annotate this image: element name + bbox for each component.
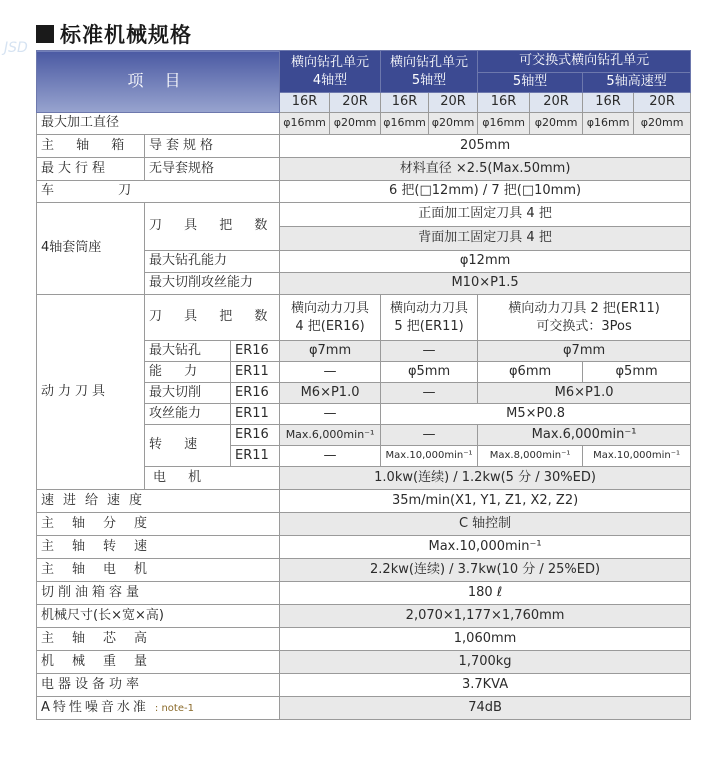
power-label: 电器设备功率 bbox=[37, 674, 280, 697]
col-20r: 20R bbox=[530, 93, 583, 113]
rapid-feed-label: 速进给速度 bbox=[37, 490, 280, 513]
speed-er11-5axis-hs: Max.10,000min⁻¹ bbox=[583, 446, 691, 467]
er11-label: ER11 bbox=[231, 446, 280, 467]
max-dia-label: 最大加工直径 bbox=[37, 113, 280, 135]
turning-tool-label: 车 刀 bbox=[37, 181, 280, 203]
header-group-4axis-text: 横向钻孔单元 4轴型 bbox=[291, 54, 370, 88]
col-20r: 20R bbox=[429, 93, 478, 113]
power-tool-label: 动力刀具 bbox=[37, 295, 145, 490]
col-20r: 20R bbox=[634, 93, 691, 113]
noise-value: 74dB bbox=[280, 697, 691, 720]
speed-label: 转 速 bbox=[145, 425, 231, 467]
max-drill-label: 最大钻孔能力 bbox=[145, 251, 280, 273]
motor-label: 电 机 bbox=[145, 467, 280, 490]
col-20r: 20R bbox=[330, 93, 381, 113]
pt-tool-count-label: 刀 具 把 数 bbox=[145, 295, 280, 341]
header-group-exchange: 可交换式横向钻孔单元 bbox=[478, 51, 691, 73]
drill-er11-5axis-ex: φ6mm bbox=[478, 362, 583, 383]
machine-size-label: 机械尺寸(长×宽×高) bbox=[37, 605, 280, 628]
motor-value: 1.0kw(连续) / 1.2kw(5 分 / 30%ED) bbox=[280, 467, 691, 490]
pt-count-5axis bbox=[381, 295, 478, 341]
spindle-motor-label: 主轴电机 bbox=[37, 559, 280, 582]
spindle-speed-value: Max.10,000min⁻¹ bbox=[280, 536, 691, 559]
spindle-index-label: 主轴分度 bbox=[37, 513, 280, 536]
max-drill-value: φ12mm bbox=[280, 251, 691, 273]
square-bullet-icon bbox=[36, 25, 54, 43]
er11-label: ER11 bbox=[231, 362, 280, 383]
speed-er11-5axis-ex: Max.8,000min⁻¹ bbox=[478, 446, 583, 467]
speed-er11-4axis: — bbox=[280, 446, 381, 467]
header-sub-5axis: 5轴型 bbox=[478, 73, 583, 93]
col-16r: 16R bbox=[280, 93, 330, 113]
noise-label: A特性噪音水准 bbox=[41, 699, 149, 715]
max-dia-value: φ20mm bbox=[429, 113, 478, 135]
header-group-4axis bbox=[280, 51, 381, 93]
no-guide-value: 材料直径 ×2.5(Max.50mm) bbox=[280, 158, 691, 181]
max-dia-value: φ16mm bbox=[478, 113, 530, 135]
no-guide-label: 无导套规格 bbox=[145, 158, 280, 181]
drill-er11-4axis: — bbox=[280, 362, 381, 383]
headstock-label: 主 轴 箱 bbox=[37, 135, 145, 158]
speed-er16-exchange: Max.6,000min⁻¹ bbox=[478, 425, 691, 446]
tap-er16-exchange: M6×P1.0 bbox=[478, 383, 691, 404]
max-dia-value: φ16mm bbox=[583, 113, 634, 135]
er11-label: ER11 bbox=[231, 404, 280, 425]
max-dia-value: φ16mm bbox=[381, 113, 429, 135]
tap-er11-others: M5×P0.8 bbox=[381, 404, 691, 425]
guide-bush-value: 205mm bbox=[280, 135, 691, 158]
noise-label-cell bbox=[37, 697, 280, 720]
section-title bbox=[36, 19, 192, 49]
spindle-index-value: C 轴控制 bbox=[280, 513, 691, 536]
coolant-label: 切削油箱容量 bbox=[37, 582, 280, 605]
noise-note: : note-1 bbox=[154, 702, 194, 714]
pt-tap-label-2: 攻丝能力 bbox=[145, 404, 231, 425]
tap-er16-4axis: M6×P1.0 bbox=[280, 383, 381, 404]
spindle-motor-value: 2.2kw(连续) / 3.7kw(10 分 / 25%ED) bbox=[280, 559, 691, 582]
er16-label: ER16 bbox=[231, 341, 280, 362]
coolant-value: 180 ℓ bbox=[280, 582, 691, 605]
machine-weight-value: 1,700kg bbox=[280, 651, 691, 674]
max-dia-value: φ20mm bbox=[634, 113, 691, 135]
speed-er16-4axis: Max.6,000min⁻¹ bbox=[280, 425, 381, 446]
max-tap-label: 最大切削攻丝能力 bbox=[145, 273, 280, 295]
watermark: JSD bbox=[4, 40, 28, 56]
pt-count-exchange-text: 横向动力刀具 2 把(ER11) 可交换式：3Pos bbox=[508, 300, 660, 334]
max-dia-value: φ20mm bbox=[530, 113, 583, 135]
max-dia-value: φ20mm bbox=[330, 113, 381, 135]
header-group-5axis bbox=[381, 51, 478, 93]
pt-tap-label-1: 最大切削 bbox=[145, 383, 231, 404]
rapid-feed-value: 35m/min(X1, Y1, Z1, X2, Z2) bbox=[280, 490, 691, 513]
max-tap-value: M10×P1.5 bbox=[280, 273, 691, 295]
speed-er16-5axis: — bbox=[381, 425, 478, 446]
machine-size-value: 2,070×1,177×1,760mm bbox=[280, 605, 691, 628]
spec-table bbox=[36, 50, 691, 720]
col-16r: 16R bbox=[478, 93, 530, 113]
sleeve-label: 4轴套筒座 bbox=[37, 203, 145, 295]
section-title-text: 标准机械规格 bbox=[60, 23, 192, 47]
guide-bush-label: 导套规格 bbox=[145, 135, 280, 158]
speed-er11-5axis: Max.10,000min⁻¹ bbox=[381, 446, 478, 467]
col-16r: 16R bbox=[583, 93, 634, 113]
pt-drill-label-1: 最大钻孔 bbox=[145, 341, 231, 362]
pt-count-5axis-text: 横向动力刀具 5 把(ER11) bbox=[390, 300, 469, 334]
tap-er11-4axis: — bbox=[280, 404, 381, 425]
max-stroke-label: 最大行程 bbox=[37, 158, 145, 181]
tap-er16-5axis: — bbox=[381, 383, 478, 404]
header-item: 项 目 bbox=[37, 51, 280, 113]
back-tools-value: 背面加工固定刀具 4 把 bbox=[280, 227, 691, 251]
turning-tool-value: 6 把(□12mm) / 7 把(□10mm) bbox=[280, 181, 691, 203]
drill-er11-5axis: φ5mm bbox=[381, 362, 478, 383]
drill-er16-exchange: φ7mm bbox=[478, 341, 691, 362]
col-16r: 16R bbox=[381, 93, 429, 113]
sleeve-tool-count-label: 刀 具 把 数 bbox=[145, 203, 280, 251]
power-value: 3.7KVA bbox=[280, 674, 691, 697]
pt-count-4axis bbox=[280, 295, 381, 341]
header-group-5axis-text: 横向钻孔单元 5轴型 bbox=[390, 54, 469, 88]
drill-er16-4axis: φ7mm bbox=[280, 341, 381, 362]
er16-label: ER16 bbox=[231, 383, 280, 404]
pt-count-4axis-text: 横向动力刀具 4 把(ER16) bbox=[291, 300, 370, 334]
drill-er16-5axis: — bbox=[381, 341, 478, 362]
machine-weight-label: 机械重量 bbox=[37, 651, 280, 674]
spindle-speed-label: 主轴转速 bbox=[37, 536, 280, 559]
front-tools-value: 正面加工固定刀具 4 把 bbox=[280, 203, 691, 227]
pt-drill-label-2: 能 力 bbox=[145, 362, 231, 383]
center-height-label: 主轴芯高 bbox=[37, 628, 280, 651]
pt-count-exchange bbox=[478, 295, 691, 341]
max-dia-value: φ16mm bbox=[280, 113, 330, 135]
drill-er11-5axis-hs: φ5mm bbox=[583, 362, 691, 383]
header-sub-5axis-hs: 5轴高速型 bbox=[583, 73, 691, 93]
er16-label: ER16 bbox=[231, 425, 280, 446]
center-height-value: 1,060mm bbox=[280, 628, 691, 651]
